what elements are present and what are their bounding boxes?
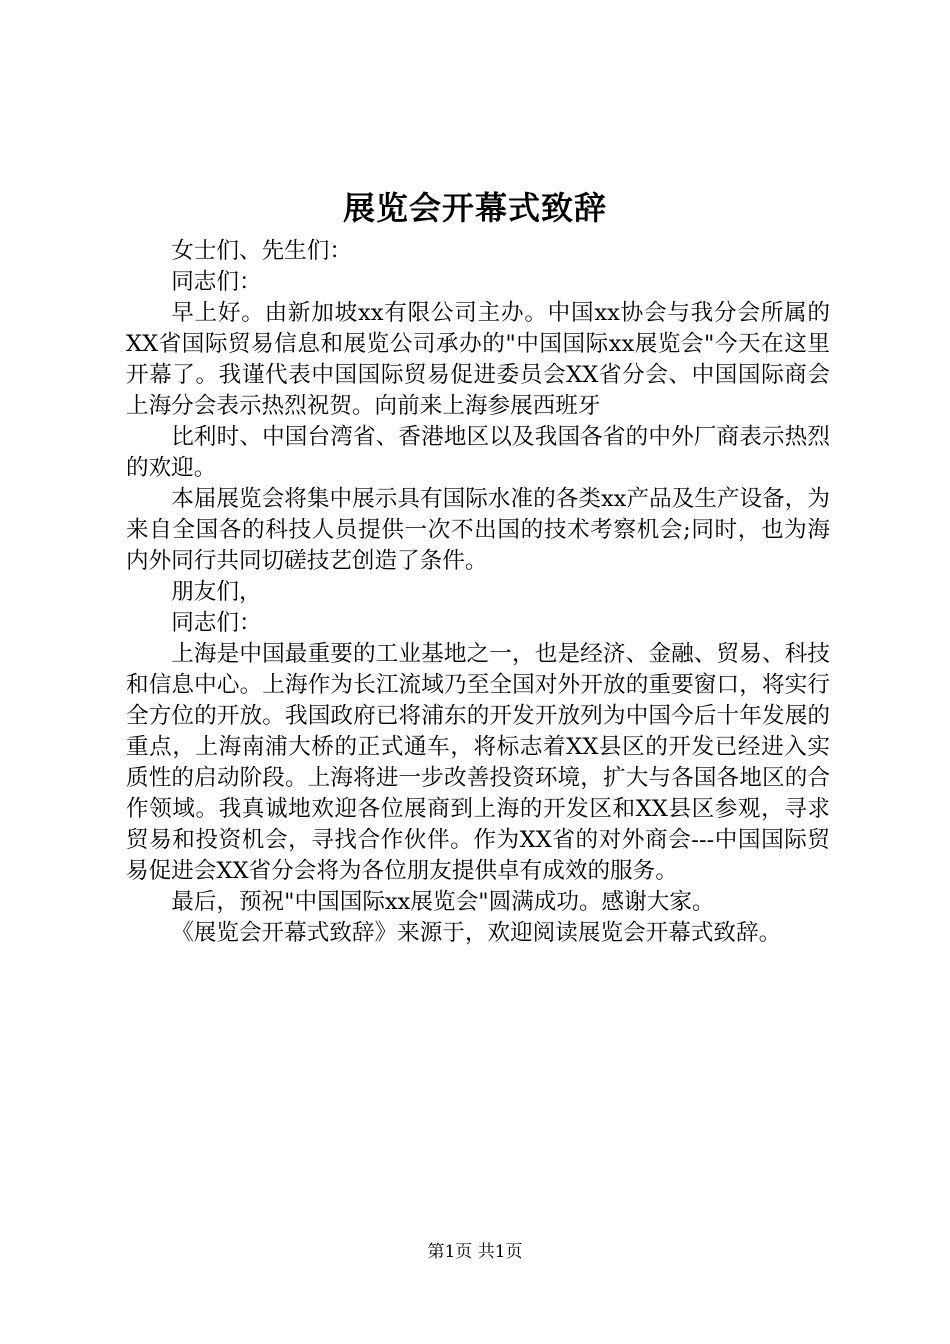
paragraph-opening: 早上好。由新加坡xx有限公司主办。中国xx协会与我分会所属的XX省国际贸易信息和展览公司承办的"中国国际xx展览会"今天在这里开幕了。我谨代表中国国际贸易促进委员会XX省分会、中国国际商会上海分会表示热烈祝贺。向前来上海参展西班牙 <box>126 300 830 419</box>
paragraph-closing: 最后，预祝"中国国际xx展览会"圆满成功。感谢大家。 <box>171 889 715 915</box>
page-number: 第1页 共1页 <box>427 1242 523 1262</box>
paragraph-salutation-3: 朋友们， <box>171 579 262 605</box>
paragraph-salutation-2: 同志们： <box>171 269 262 295</box>
paragraph-shanghai: 上海是中国最重要的工业基地之一，也是经济、金融、贸易、科技和信息中心。上海作为长江流域乃至全国对外开放的重要窗口，将实行全方位的开放。我国政府已将浦东的开发开放列为中国今后十年发展的重点，上海南浦大桥的正式通车，将标志着XX县区的开发已经进入实质性的启动阶段。上海将进一步改善投资环境，扩大与各国各地区的合作领域。我真诚地欢迎各位展商到上海的开发区和XX县区参观，寻求贸易和投资机会，寻找合作伙伴。作为XX省的对外商会---中国国际贸易促进会XX省分会将为各位朋友提供卓有成效的服务。 <box>126 641 830 884</box>
paragraph-salutation-4: 同志们： <box>171 610 262 636</box>
document-body <box>126 236 830 949</box>
paragraph-source: 《展览会开幕式致辞》来源于，欢迎阅读展览会开幕式致辞。 <box>171 920 782 946</box>
paragraph-exhibition: 本届展览会将集中展示具有国际水准的各类xx产品及生产设备，为来自全国各的科技人员提供一次不出国的技术考察机会;同时，也为海内外同行共同切磋技艺创造了条件。 <box>126 486 830 574</box>
paragraph-salutation-1: 女士们、先生们： <box>171 238 352 264</box>
paragraph-welcome: 比利时、中国台湾省、香港地区以及我国各省的中外厂商表示热烈的欢迎。 <box>126 424 830 481</box>
document-title: 展览会开幕式致辞 <box>342 189 607 227</box>
